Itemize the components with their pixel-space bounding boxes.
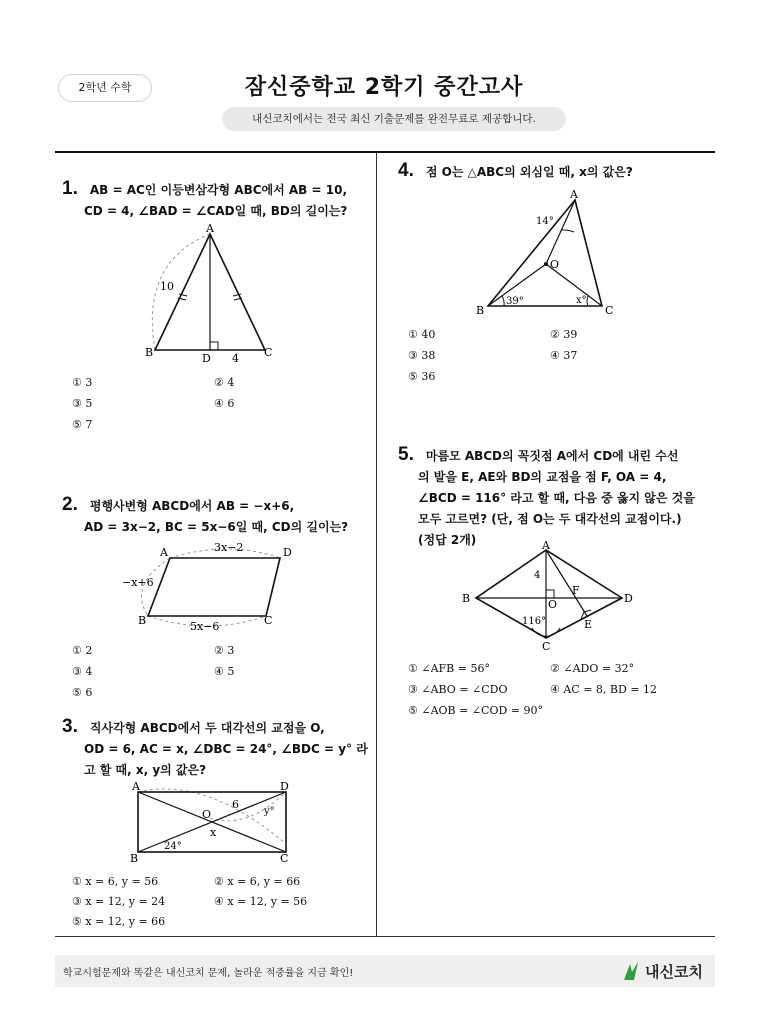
grade-badge: 2학년 수학 <box>58 74 152 102</box>
question-number: 5. <box>398 444 414 465</box>
label-O: O <box>202 808 212 821</box>
choice-4[interactable]: ④ x = 12, y = 56 <box>214 895 308 908</box>
label-C: C <box>264 614 273 627</box>
figure-parallelogram <box>118 540 302 635</box>
label-O: O <box>548 598 558 611</box>
choice-3[interactable]: ③ 38 <box>408 349 436 362</box>
brand-name: 내신코치 <box>645 962 703 981</box>
label-C: C <box>605 304 614 317</box>
question-text: AD = 3x−2, BC = 5x−6일 때, CD의 길이는? <box>84 520 349 534</box>
choice-2[interactable]: ② 39 <box>550 328 578 341</box>
label-C: C <box>264 346 273 359</box>
choice-5[interactable]: ⑤ 7 <box>72 418 93 431</box>
brand-leaf-icon <box>622 960 642 982</box>
label-angle-116: 116° <box>522 616 547 627</box>
question-text: 모두 고르면? (단, 점 O는 두 대각선의 교점이다.) <box>418 512 682 526</box>
label-C: C <box>542 640 551 652</box>
choice-1[interactable]: ① 3 <box>72 376 93 389</box>
label-side-ad: 3x−2 <box>214 541 244 554</box>
label-angle-39: 39° <box>506 296 524 307</box>
choices-q3 <box>72 875 362 935</box>
label-B: B <box>130 852 139 865</box>
choice-4[interactable]: ④ 6 <box>214 397 235 410</box>
question-text: CD = 4, ∠BAD = ∠CAD일 때, BD의 길이는? <box>84 204 348 218</box>
question-number: 1. <box>62 178 78 199</box>
label-angle-24: 24° <box>164 841 182 852</box>
choice-3[interactable]: ③ ∠ABO = ∠CDO <box>408 683 508 696</box>
label-angle-y: y° <box>264 806 275 817</box>
choice-3[interactable]: ③ 5 <box>72 397 93 410</box>
choices-q1 <box>72 376 362 436</box>
question-text: 직사각형 ABCD에서 두 대각선의 교점을 O, <box>89 721 325 735</box>
label-side-ab: 10 <box>160 280 174 293</box>
top-rule <box>55 151 715 153</box>
label-O: O <box>550 258 560 271</box>
question-text: (정답 2개) <box>418 533 477 547</box>
label-B: B <box>138 614 147 627</box>
choice-4[interactable]: ④ 5 <box>214 665 235 678</box>
question-text: ∠BCD = 116° 라고 할 때, 다음 중 옳지 않은 것을 <box>418 491 695 505</box>
figure-rhombus <box>456 540 636 652</box>
label-angle-x: x° <box>576 295 587 306</box>
label-D: D <box>624 592 633 605</box>
label-F: F <box>572 584 580 597</box>
footer-banner <box>55 955 715 987</box>
label-side-bc: 5x−6 <box>190 620 220 633</box>
label-angle-14: 14° <box>536 216 554 227</box>
question-1 <box>62 178 347 222</box>
brand-logo[interactable] <box>622 959 703 983</box>
question-text: 고 할 때, x, y의 값은? <box>84 763 207 777</box>
choice-1[interactable]: ① x = 6, y = 56 <box>72 875 159 888</box>
choice-1[interactable]: ① 40 <box>408 328 436 341</box>
question-text: OD = 6, AC = x, ∠DBC = 24°, ∠BDC = y° 라 <box>84 742 368 756</box>
choices-q4 <box>408 328 698 388</box>
question-number: 3. <box>62 716 78 737</box>
question-number: 4. <box>398 160 414 181</box>
choice-1[interactable]: ① 2 <box>72 644 93 657</box>
choices-q2 <box>72 644 362 704</box>
figure-circumcenter-triangle <box>470 188 620 320</box>
choice-4[interactable]: ④ AC = 8, BD = 12 <box>550 683 658 696</box>
label-side-od: 6 <box>232 798 239 811</box>
page-title: 잠신중학교 2학기 중간고사 <box>244 75 524 100</box>
label-C: C <box>280 852 289 865</box>
label-A: A <box>542 540 550 552</box>
label-A: A <box>570 188 578 201</box>
question-text: 마름모 ABCD의 꼭짓점 A에서 CD에 내린 수선 <box>425 449 679 463</box>
question-text: 평행사변형 ABCD에서 AB = −x+6, <box>89 499 295 513</box>
label-A: A <box>132 780 140 793</box>
choice-5[interactable]: ⑤ x = 12, y = 66 <box>72 915 166 928</box>
column-divider <box>376 153 377 936</box>
choice-2[interactable]: ② ∠ADO = 32° <box>550 662 635 675</box>
choice-2[interactable]: ② x = 6, y = 66 <box>214 875 301 888</box>
question-number: 2. <box>62 494 78 515</box>
label-D: D <box>202 352 211 365</box>
question-text: 점 O는 △ABC의 외심일 때, x의 값은? <box>425 165 633 179</box>
label-D: D <box>280 780 289 793</box>
label-D: D <box>283 546 292 559</box>
bottom-rule <box>55 936 715 937</box>
footer-text: 학교시험문제와 똑같은 내신코치 문제, 놀라운 적중률을 지금 확인! <box>63 968 354 979</box>
choice-5[interactable]: ⑤ 6 <box>72 686 93 699</box>
question-5 <box>398 444 695 551</box>
question-text: AB = AC인 이등변삼각형 ABC에서 AB = 10, <box>89 183 348 197</box>
question-2 <box>62 494 348 538</box>
label-diag-ac: x <box>210 826 217 839</box>
label-B: B <box>145 346 154 359</box>
label-A: A <box>160 546 168 559</box>
choice-5[interactable]: ⑤ 36 <box>408 370 436 383</box>
choice-4[interactable]: ④ 37 <box>550 349 578 362</box>
label-B: B <box>462 592 471 605</box>
label-A: A <box>206 222 214 235</box>
label-side-dc: 4 <box>232 352 239 365</box>
question-text: 의 발을 E, AE와 BD의 교점을 점 F, OA = 4, <box>418 470 667 484</box>
question-4 <box>398 160 633 183</box>
label-E: E <box>584 618 593 631</box>
choice-3[interactable]: ③ 4 <box>72 665 93 678</box>
choices-q5 <box>408 662 708 722</box>
figure-rectangle <box>126 780 296 866</box>
choice-1[interactable]: ① ∠AFB = 56° <box>408 662 490 675</box>
choice-3[interactable]: ③ x = 12, y = 24 <box>72 895 166 908</box>
subtitle-banner: 내신코치에서는 전국 최신 기출문제를 완전무료로 제공합니다. <box>222 107 566 131</box>
choice-5[interactable]: ⑤ ∠AOB = ∠COD = 90° <box>408 704 544 717</box>
choice-2[interactable]: ② 4 <box>214 376 235 389</box>
label-oa-4: 4 <box>534 570 541 581</box>
label-B: B <box>476 304 485 317</box>
figure-isosceles-triangle <box>140 222 280 367</box>
label-side-ab: −x+6 <box>122 576 154 589</box>
question-3 <box>62 716 368 781</box>
choice-2[interactable]: ② 3 <box>214 644 235 657</box>
